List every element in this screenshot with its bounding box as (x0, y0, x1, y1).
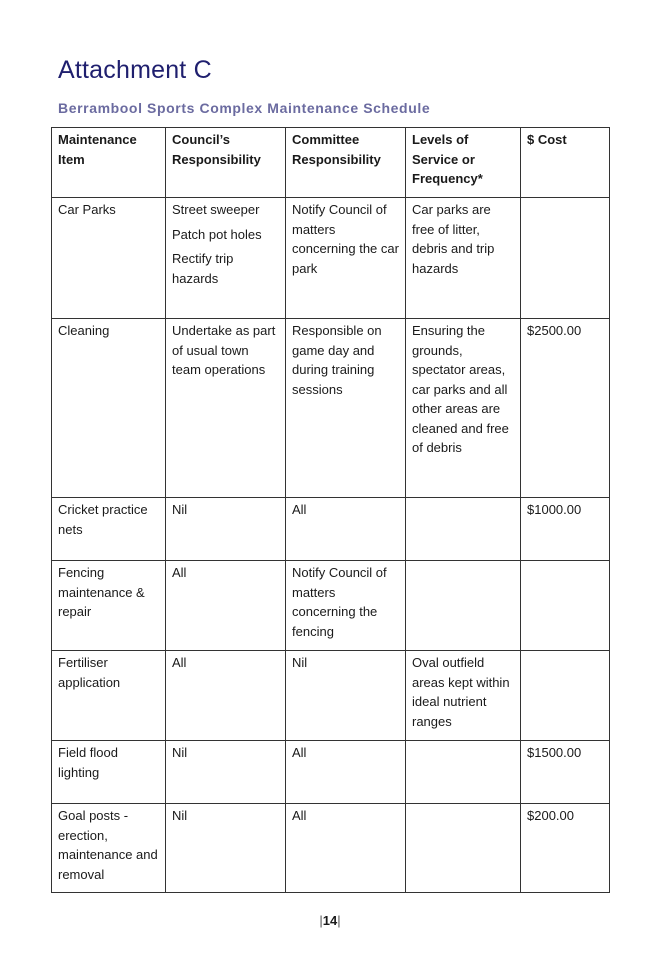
table-row (52, 319, 610, 498)
council-task: Patch pot holes (172, 226, 262, 242)
cell-maintenance-item: Cricket practice nets (52, 498, 166, 561)
table-header-row (52, 128, 610, 198)
council-task: Undertake as part of usual town team operations (172, 323, 276, 377)
table-row (52, 198, 610, 319)
cell-levels-of-service: Oval outfield areas kept within ideal nutrient ranges (406, 651, 521, 741)
cell-council-responsibility (166, 319, 286, 498)
page-number-divider-right: | (337, 913, 341, 928)
cell-cost: $1500.00 (521, 741, 610, 804)
cell-levels-of-service (406, 498, 521, 561)
cell-maintenance-item: Goal posts - erection, maintenance and removal (52, 804, 166, 893)
cell-maintenance-item: Fertiliser application (52, 651, 166, 741)
page-number-divider-left: | (319, 913, 323, 928)
column-header-levels-of-service: Levels of Service or Frequency* (406, 128, 521, 198)
cell-committee-responsibility: Nil (286, 651, 406, 741)
column-header-council-responsibility: Council’s Responsibility (166, 128, 286, 198)
page-number (0, 913, 660, 928)
cell-committee-responsibility: Notify Council of matters concerning the car park (286, 198, 406, 319)
column-header-maintenance-item: Maintenance Item (52, 128, 166, 198)
cell-levels-of-service: Car parks are free of litter, debris and trip hazards (406, 198, 521, 319)
cell-council-responsibility (166, 198, 286, 319)
cell-committee-responsibility: All (286, 804, 406, 893)
council-task: All (172, 655, 187, 670)
cell-maintenance-item: Car Parks (52, 198, 166, 319)
cell-committee-responsibility: Notify Council of matters concerning the fencing (286, 561, 406, 651)
table-row (52, 804, 610, 893)
cell-cost (521, 651, 610, 741)
council-task: Nil (172, 502, 188, 517)
cell-cost: $2500.00 (521, 319, 610, 498)
council-task: Street sweeper (172, 202, 260, 217)
cell-council-responsibility (166, 651, 286, 741)
table-row (52, 651, 610, 741)
council-task: Nil (172, 745, 188, 760)
council-task: Nil (172, 808, 188, 823)
cell-levels-of-service (406, 561, 521, 651)
cell-cost: $200.00 (521, 804, 610, 893)
cell-council-responsibility (166, 741, 286, 804)
cell-maintenance-item: Cleaning (52, 319, 166, 498)
page-title: Attachment C (58, 56, 212, 84)
cell-committee-responsibility: All (286, 498, 406, 561)
table-row (52, 561, 610, 651)
cell-maintenance-item: Field flood lighting (52, 741, 166, 804)
cell-cost: $1000.00 (521, 498, 610, 561)
cell-committee-responsibility: All (286, 741, 406, 804)
cell-maintenance-item: Fencing maintenance & repair (52, 561, 166, 651)
maintenance-schedule-table (51, 127, 610, 893)
cell-levels-of-service: Ensuring the grounds, spectator areas, car parks and all other areas are cleaned and free of debris (406, 319, 521, 498)
cell-council-responsibility (166, 498, 286, 561)
table-row (52, 741, 610, 804)
table-row (52, 498, 610, 561)
cell-cost (521, 198, 610, 319)
cell-council-responsibility (166, 561, 286, 651)
cell-cost (521, 561, 610, 651)
council-task: Rectify trip hazards (172, 251, 234, 286)
cell-levels-of-service (406, 741, 521, 804)
cell-committee-responsibility: Responsible on game day and during training sessions (286, 319, 406, 498)
council-task: All (172, 565, 187, 580)
cell-council-responsibility (166, 804, 286, 893)
document-subtitle: Berrambool Sports Complex Maintenance Schedule (58, 100, 431, 116)
column-header-committee-responsibility: Committee Responsibility (286, 128, 406, 198)
cell-levels-of-service (406, 804, 521, 893)
page-number-value: 14 (322, 913, 338, 928)
column-header-cost: $ Cost (521, 128, 610, 198)
